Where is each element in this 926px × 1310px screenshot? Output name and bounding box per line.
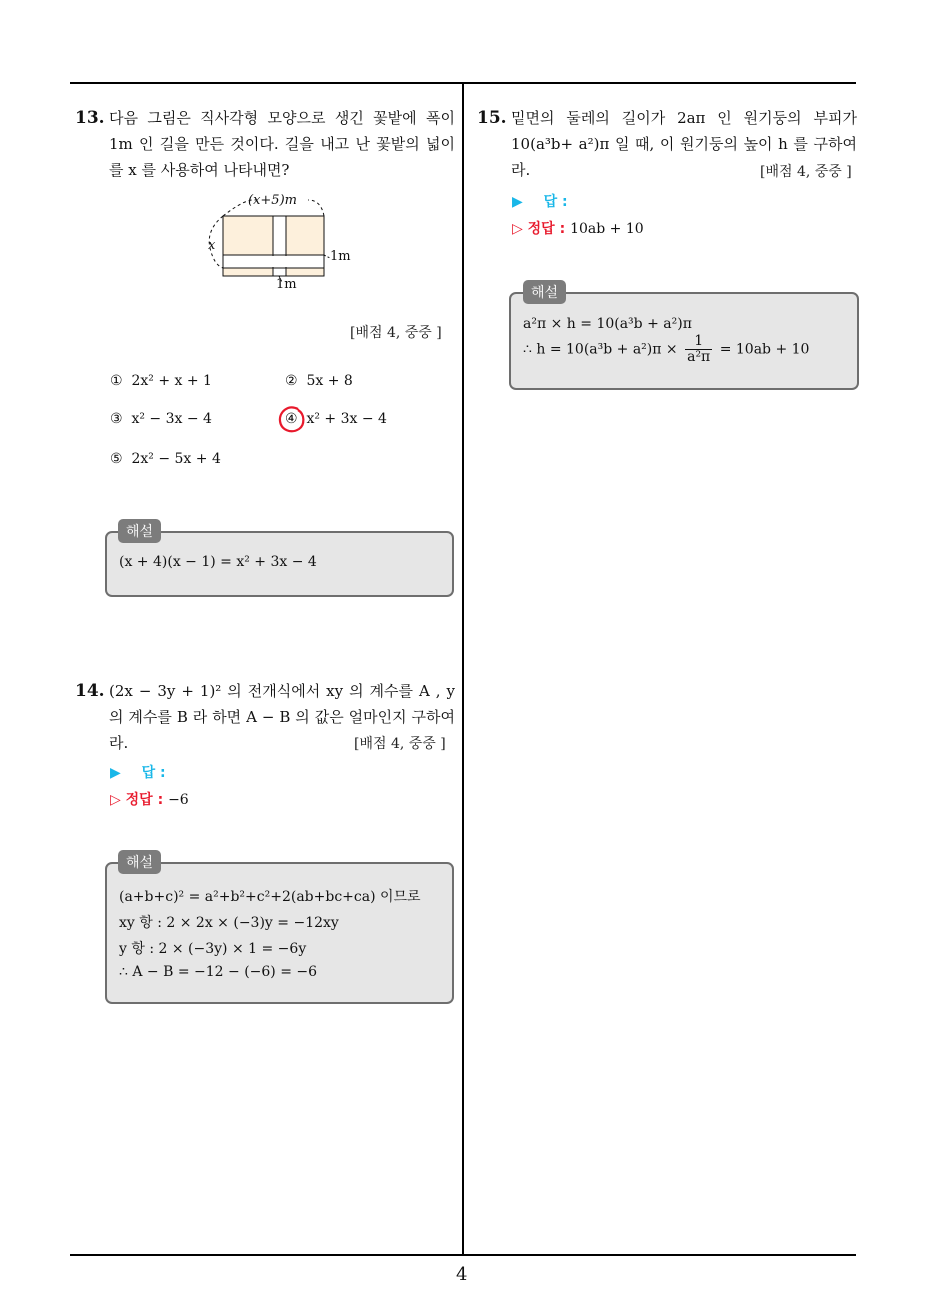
choice-expr: x² − 3x − 4 xyxy=(131,411,212,427)
explanation-line: (a+b+c)² = a²+b²+c²+2(ab+bc+ca) 이므로 xyxy=(119,889,421,905)
answer-row xyxy=(512,191,568,211)
figure-right-label: 1m xyxy=(330,249,351,264)
outline-triangle-icon: ▷ xyxy=(512,221,523,237)
fraction-denominator: a²π xyxy=(687,349,711,365)
fraction-numerator: 1 xyxy=(685,334,712,350)
filled-triangle-icon: ▶ xyxy=(512,194,523,210)
question-14-score: [배점 4, 중중 ] xyxy=(354,736,446,752)
choice-expr: 2x² + x + 1 xyxy=(131,373,212,389)
explanation-line: y 항 : 2 × (−3y) × 1 = −6y xyxy=(119,941,307,957)
correct-value: 10ab + 10 xyxy=(570,221,644,237)
figure-left-label: x xyxy=(208,238,216,253)
explanation-tab: 해설 xyxy=(523,280,566,304)
question-number: 13. xyxy=(75,108,105,128)
filled-triangle-icon: ▶ xyxy=(110,765,121,781)
choice-expr: 2x² − 5x + 4 xyxy=(131,451,221,467)
choice-5[interactable] xyxy=(110,451,221,467)
figure-top-label: (x+5)m xyxy=(248,193,297,208)
explanation-line: ∴ A − B = −12 − (−6) = −6 xyxy=(119,964,318,980)
correct-answer-row xyxy=(110,789,189,809)
choice-mark: ② xyxy=(285,373,298,389)
fraction xyxy=(685,334,712,365)
explanation-line: a²π × h = 10(a³b + a²)π xyxy=(523,316,692,332)
question-text: (2x − 3y + 1)² 의 전개식에서 xy 의 계수를 A , y 의 계수를 B 라 하면 A − B 의 값은 얼마인지 구하여라. xyxy=(109,682,455,752)
explanation-line xyxy=(523,334,809,365)
answer-row xyxy=(110,762,166,782)
explanation-line: xy 항 : 2 × 2x × (−3)y = −12xy xyxy=(119,915,339,931)
correct-label: 정답 : xyxy=(527,221,566,237)
explanation-line-pre: ∴ h = 10(a³b + a²)π × xyxy=(523,341,678,358)
question-13-score: [배점 4, 중중 ] xyxy=(350,325,442,341)
question-number: 15. xyxy=(477,108,507,128)
column-divider xyxy=(462,83,464,1255)
explanation-line-post: = 10ab + 10 xyxy=(719,341,810,358)
choice-1[interactable] xyxy=(110,373,212,389)
page-number: 4 xyxy=(456,1264,468,1285)
question-15-score: [배점 4, 중중 ] xyxy=(760,164,852,180)
choice-expr: 5x + 8 xyxy=(306,373,353,389)
choice-mark: ① xyxy=(110,373,123,389)
explanation-box-14 xyxy=(105,862,454,1004)
red-circle-icon xyxy=(276,404,308,436)
outline-triangle-icon: ▷ xyxy=(110,792,121,808)
explanation-box-15 xyxy=(509,292,859,390)
choice-mark: ⑤ xyxy=(110,451,123,467)
answer-label: 답 : xyxy=(141,765,166,781)
choice-mark: ③ xyxy=(110,411,123,427)
explanation-tab: 해설 xyxy=(118,519,161,543)
figure-bottom-label: 1m xyxy=(276,277,297,292)
question-text: 다음 그림은 직사각형 모양으로 생긴 꽃밭에 폭이 1m 인 길을 만든 것이다. 길을 내고 난 꽃밭의 넓이를 x 를 사용하여 나타내면? xyxy=(109,109,455,179)
correct-label: 정답 : xyxy=(125,792,164,808)
explanation-line: (x + 4)(x − 1) = x² + 3x − 4 xyxy=(119,554,317,570)
choice-mark: ④ xyxy=(285,411,298,427)
choice-expr: x² + 3x − 4 xyxy=(306,411,387,427)
answer-label: 답 : xyxy=(543,194,568,210)
explanation-tab: 해설 xyxy=(118,850,161,874)
question-text: 밑면의 둘레의 길이가 2aπ 인 원기둥의 부피가 10(a³b+ a²)π 일 때, 이 원기둥의 높이 h 를 구하여라. xyxy=(511,109,857,179)
correct-answer-row xyxy=(512,218,644,238)
question-number: 14. xyxy=(75,681,105,701)
correct-value: −6 xyxy=(168,792,189,808)
choice-3[interactable] xyxy=(110,411,212,427)
choice-2[interactable] xyxy=(285,373,353,389)
